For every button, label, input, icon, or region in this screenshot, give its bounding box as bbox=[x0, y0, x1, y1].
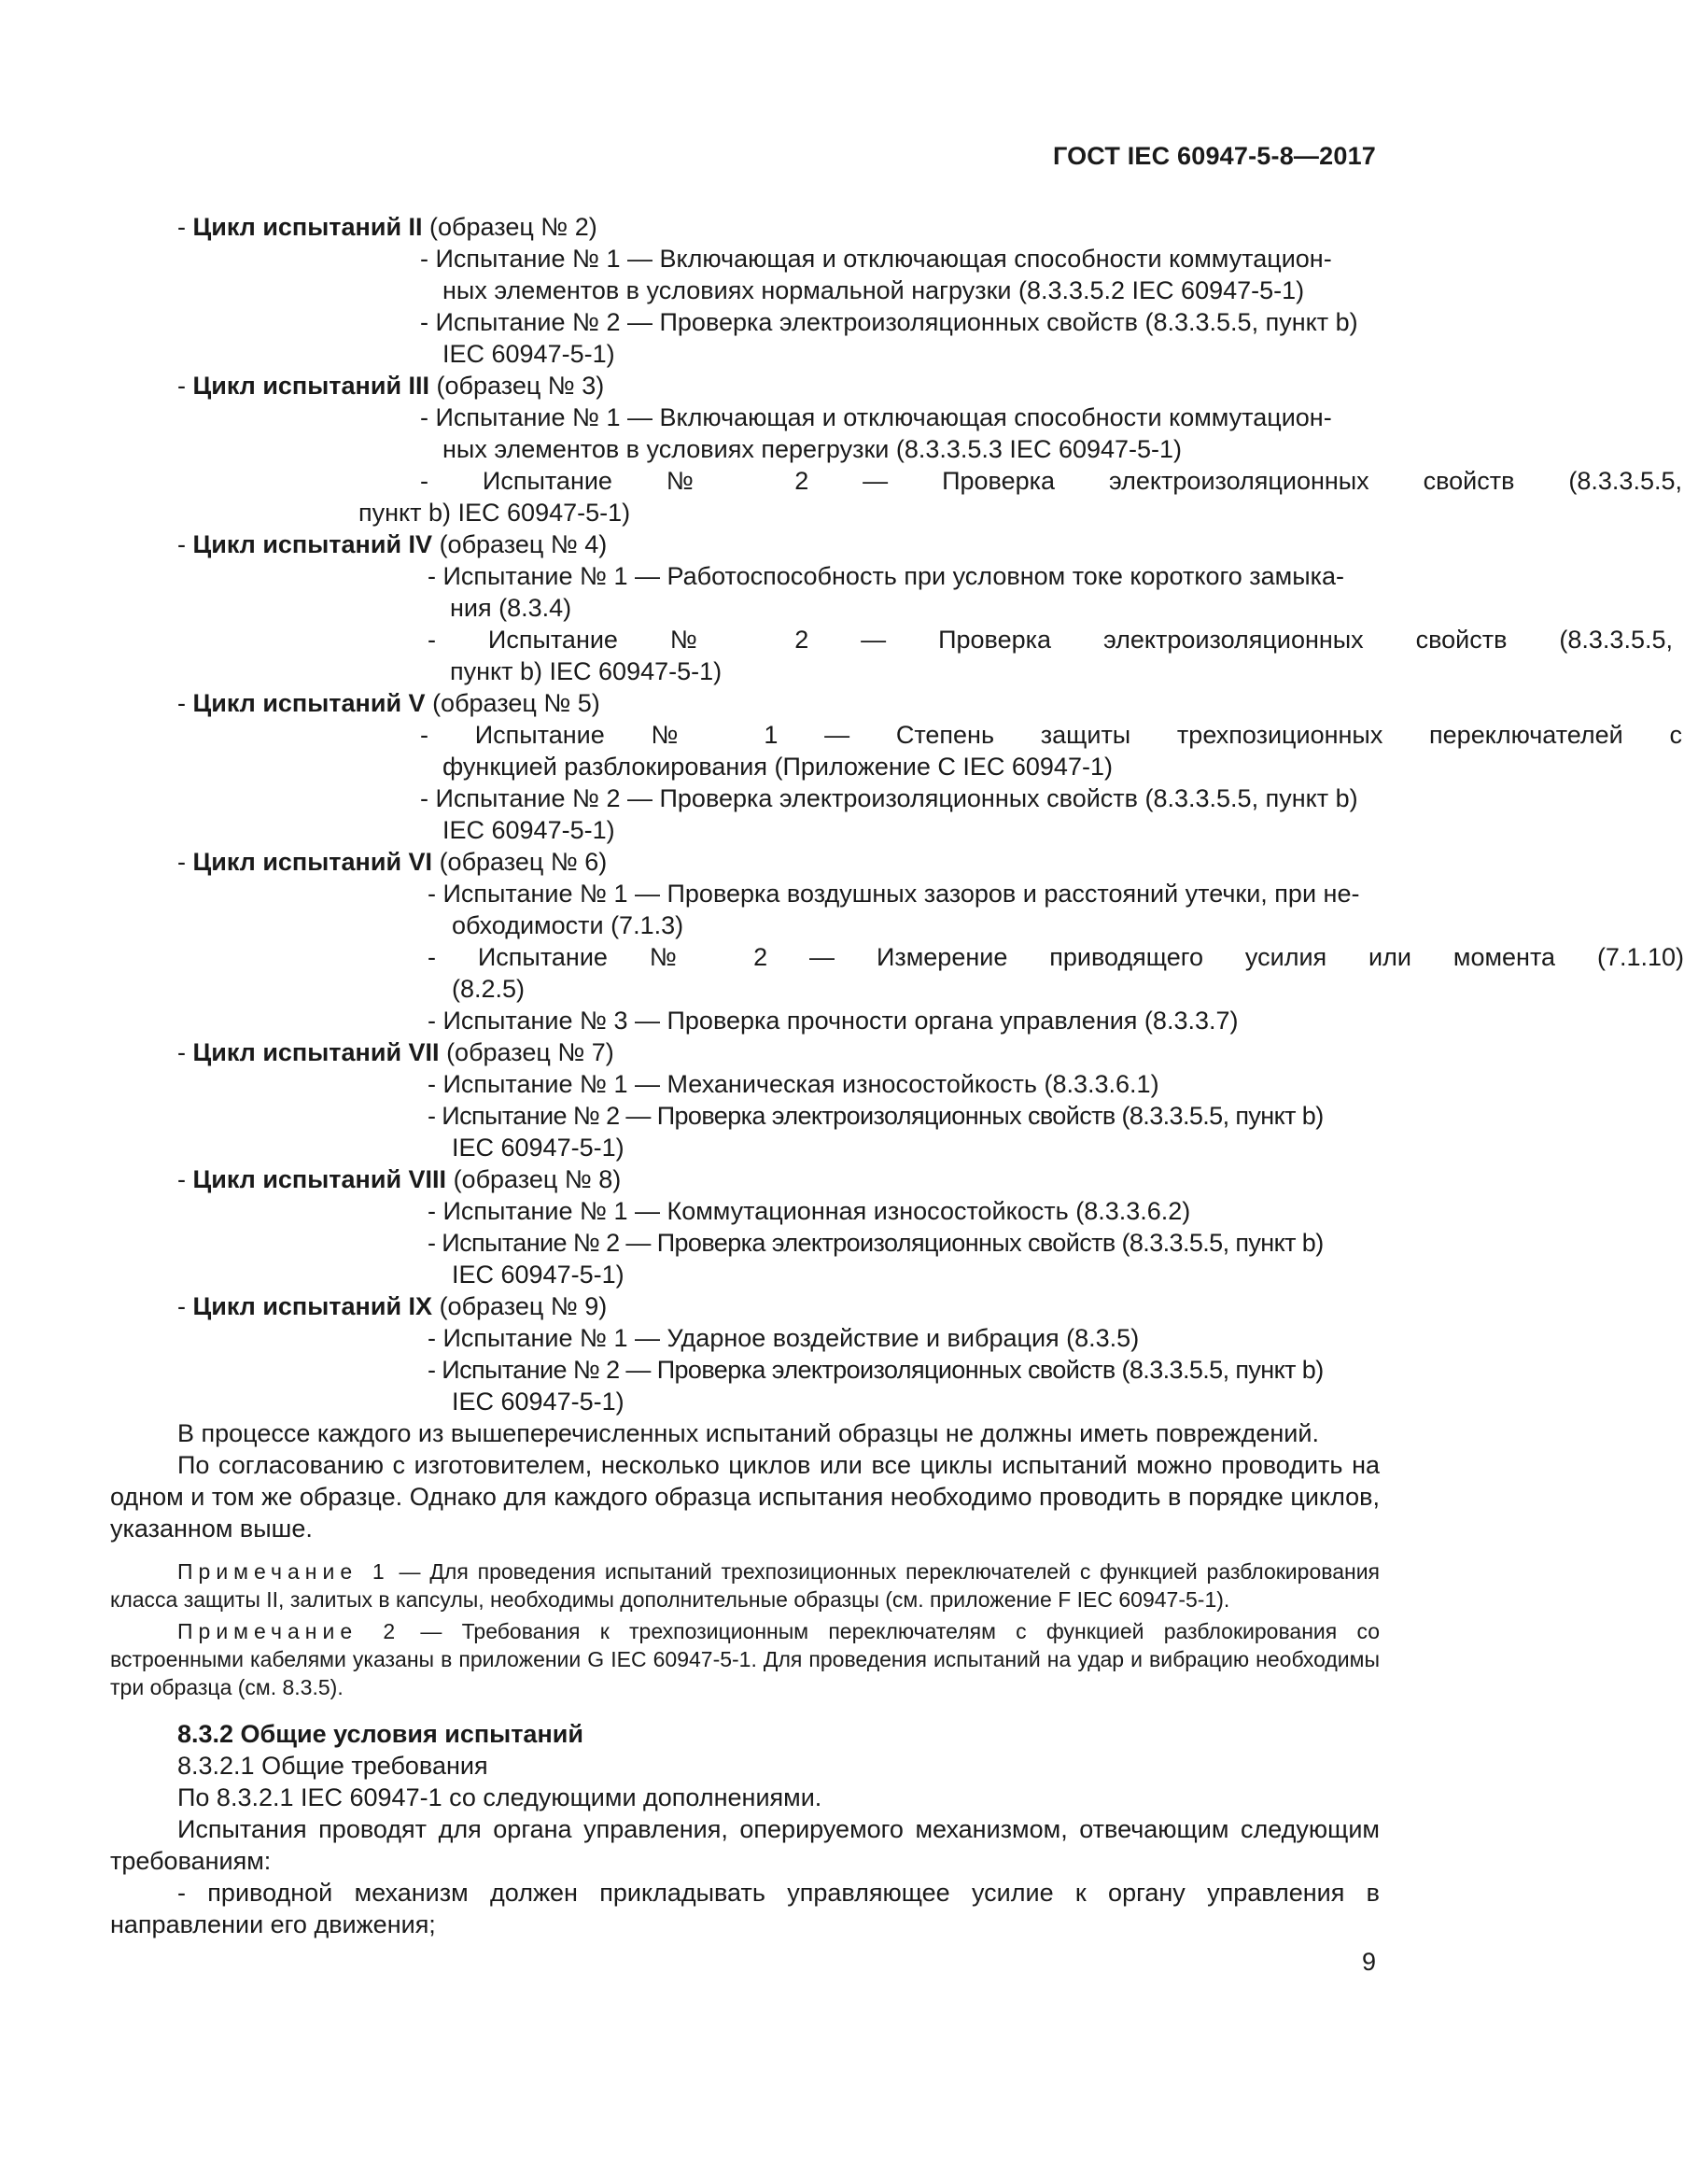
test-item: - Испытание № 1 — Включающая и отключающая способности коммутацион- bbox=[420, 403, 1332, 431]
test-item-continuation: обходимости (7.1.3) bbox=[452, 911, 684, 939]
test-item: - Испытание № 2 — Проверка электроизоляционных свойств (8.3.3.5.5, пункт b) bbox=[420, 784, 1358, 812]
test-item-continuation: функцией разблокирования (Приложение С IEC 60947-1) bbox=[442, 753, 1113, 781]
test-item-continuation: ния (8.3.4) bbox=[450, 594, 572, 622]
cycle-sample: (образец № 5) bbox=[425, 689, 600, 717]
section-heading: 8.3.2 Общие условия испытаний bbox=[177, 1720, 583, 1748]
note-text: — Требования к трехпозиционным переключателям с функцией разблокирования со встроенными кабелями указаны в приложении G IEC 60947-5-1. Для проведения испытаний на удар и вибрацию необходимы три образца (см. 8.3.5). bbox=[110, 1619, 1380, 1699]
cycle-sample: (образец № 8) bbox=[446, 1165, 622, 1193]
test-item: - Испытание № 2 — Проверка электроизоляционных свойств (8.3.3.5.5, bbox=[420, 467, 1682, 495]
cycle-label: Цикл испытаний IX bbox=[192, 1292, 433, 1320]
test-item: - Испытание № 1 — Включающая и отключающая способности коммутацион- bbox=[420, 245, 1332, 273]
paragraph: По 8.3.2.1 IEC 60947-1 со следующими дополнениями. bbox=[177, 1783, 822, 1811]
test-item: - Испытание № 1 — Ударное воздействие и вибрация (8.3.5) bbox=[428, 1324, 1140, 1352]
cycle-sample: (образец № 3) bbox=[429, 372, 605, 400]
test-item: - Испытание № 1 — Степень защиты трехпозиционных переключателей с bbox=[420, 721, 1682, 749]
note-label: Примечание 1 bbox=[177, 1559, 390, 1584]
test-cycle-9: - Цикл испытаний IX (образец № 9) bbox=[177, 1292, 608, 1320]
test-item: - Испытание № 1 — Проверка воздушных зазоров и расстояний утечки, при не- bbox=[428, 880, 1360, 908]
test-item-continuation: IEC 60947-5-1) bbox=[442, 816, 615, 844]
cycle-label: Цикл испытаний VIII bbox=[192, 1165, 447, 1193]
test-item-continuation: ных элементов в условиях перегрузки (8.3.3.5.3 IEC 60947-5-1) bbox=[442, 435, 1183, 463]
subsection-heading: 8.3.2.1 Общие требования bbox=[177, 1752, 488, 1780]
document-header: ГОСТ IEC 60947-5-8—2017 bbox=[1052, 142, 1376, 170]
note-label: Примечание 2 bbox=[177, 1619, 401, 1643]
paragraph: По согласованию с изготовителем, несколько циклов или все циклы испытаний можно проводить на одном и том же образце. Однако для каждого образца испытания необходимо проводить в порядке циклов, указанном выше. bbox=[110, 1451, 1380, 1543]
test-item: - Испытание № 2 — Измерение приводящего усилия или момента (7.1.10) bbox=[428, 943, 1684, 971]
test-cycle-6: - Цикл испытаний VI (образец № 6) bbox=[177, 848, 608, 876]
test-cycle-5: - Цикл испытаний V (образец № 5) bbox=[177, 689, 600, 717]
test-item: - Испытание № 2 — Проверка электроизоляционных свойств (8.3.3.5.5, пункт b) bbox=[428, 1356, 1324, 1384]
cycle-sample: (образец № 6) bbox=[432, 848, 608, 876]
cycle-label: Цикл испытаний V bbox=[192, 689, 426, 717]
test-item: - Испытание № 2 — Проверка электроизоляционных свойств (8.3.3.5.5, пункт b) bbox=[420, 308, 1358, 336]
test-cycle-4: - Цикл испытаний IV (образец № 4) bbox=[177, 530, 608, 558]
test-item-continuation: IEC 60947-5-1) bbox=[442, 340, 615, 368]
test-item-continuation: IEC 60947-5-1) bbox=[452, 1388, 624, 1416]
test-item-continuation: IEC 60947-5-1) bbox=[452, 1261, 624, 1289]
test-cycle-3: - Цикл испытаний III (образец № 3) bbox=[177, 372, 605, 400]
test-item: - Испытание № 1 — Коммутационная износостойкость (8.3.3.6.2) bbox=[428, 1197, 1191, 1225]
test-item: - Испытание № 1 — Работоспособность при условном токе короткого замыка- bbox=[428, 562, 1345, 590]
cycle-sample: (образец № 9) bbox=[432, 1292, 608, 1320]
test-item-continuation: IEC 60947-5-1) bbox=[452, 1134, 624, 1162]
bullet-item: - приводной механизм должен прикладывать управляющее усилие к органу управления в направлении его движения; bbox=[110, 1879, 1380, 1938]
test-item-continuation: (8.2.5) bbox=[452, 975, 526, 1003]
test-cycle-2: - Цикл испытаний II (образец № 2) bbox=[177, 213, 597, 241]
cycle-sample: (образец № 2) bbox=[422, 213, 597, 241]
test-item-continuation: ных элементов в условиях нормальной нагрузки (8.3.3.5.2 IEC 60947-5-1) bbox=[442, 276, 1305, 304]
cycle-label: Цикл испытаний III bbox=[192, 372, 430, 400]
paragraph: В процессе каждого из вышеперечисленных испытаний образцы не должны иметь повреждений. bbox=[177, 1419, 1319, 1447]
test-item: - Испытание № 2 — Проверка электроизоляционных свойств (8.3.3.5.5, bbox=[428, 626, 1673, 654]
test-item: - Испытание № 1 — Механическая износостойкость (8.3.3.6.1) bbox=[428, 1070, 1159, 1098]
test-cycle-7: - Цикл испытаний VII (образец № 7) bbox=[177, 1038, 614, 1066]
page-number: 9 bbox=[1361, 1948, 1376, 1976]
cycle-label: Цикл испытаний IV bbox=[192, 530, 433, 558]
test-item: - Испытание № 3 — Проверка прочности органа управления (8.3.3.7) bbox=[428, 1007, 1239, 1035]
cycle-label: Цикл испытаний VI bbox=[192, 848, 433, 876]
test-item: - Испытание № 2 — Проверка электроизоляционных свойств (8.3.3.5.5, пункт b) bbox=[428, 1229, 1324, 1257]
cycle-label: Цикл испытаний VII bbox=[192, 1038, 440, 1066]
test-item-continuation: пункт b) IEC 60947-5-1) bbox=[358, 499, 631, 527]
cycle-label: Цикл испытаний II bbox=[192, 213, 423, 241]
note-1 bbox=[110, 1557, 1380, 1613]
paragraph: Испытания проводят для органа управления, оперируемого механизмом, отвечающим следующим требованиям: bbox=[110, 1815, 1380, 1875]
note-text: — Для проведения испытаний трехпозиционных переключателей с функцией разблокирования класса защиты II, залитых в капсулы, необходимы дополнительные образцы (см. приложение F IEC 60947-5-1). bbox=[110, 1559, 1380, 1612]
test-item-continuation: пункт b) IEC 60947-5-1) bbox=[450, 657, 723, 685]
note-2 bbox=[110, 1617, 1380, 1701]
test-cycle-8: - Цикл испытаний VIII (образец № 8) bbox=[177, 1165, 622, 1193]
cycle-sample: (образец № 7) bbox=[439, 1038, 614, 1066]
document-body bbox=[110, 211, 1684, 1940]
test-item: - Испытание № 2 — Проверка электроизоляционных свойств (8.3.3.5.5, пункт b) bbox=[428, 1102, 1324, 1130]
cycle-sample: (образец № 4) bbox=[432, 530, 608, 558]
